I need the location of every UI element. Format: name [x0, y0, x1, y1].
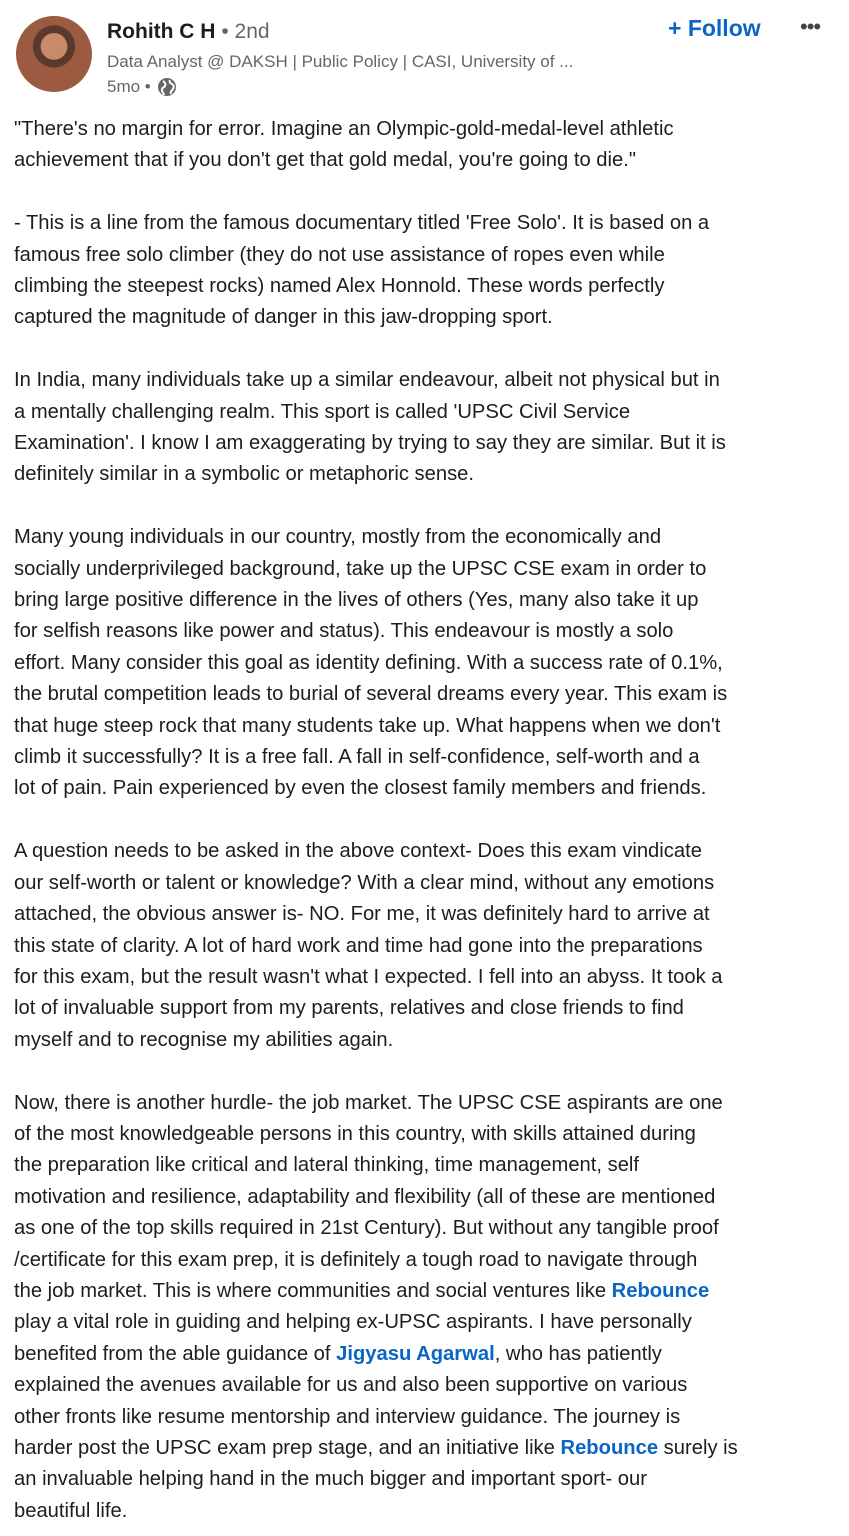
text-line: Examination'. I know I am exaggerating by trying to say they are similar. But it is	[14, 432, 726, 455]
text-line	[14, 1433, 844, 1464]
text-line: for selfish reasons like power and status). This endeavour is mostly a solo	[14, 620, 674, 643]
globe-icon	[157, 77, 177, 97]
text-line: this state of clarity. A lot of hard work and time had gone into the preparations	[14, 934, 703, 957]
paragraph-gap	[14, 177, 844, 208]
text-line: for this exam, but the result wasn't what I expected. I fell into an abyss. It took a	[14, 965, 723, 988]
text-segment: the job market. This is where communities and social ventures like	[14, 1279, 612, 1302]
post-paragraph	[14, 114, 844, 177]
post-header	[0, 0, 849, 112]
text-line: A question needs to be asked in the above context- Does this exam vindicate	[14, 840, 702, 863]
connection-degree: • 2nd	[221, 20, 270, 43]
text-line	[14, 1276, 844, 1307]
text-line: Now, there is another hurdle- the job market. The UPSC CSE aspirants are one	[14, 1091, 723, 1114]
text-line: as one of the top skills required in 21st Century). But without any tangible proof	[14, 1217, 719, 1240]
text-line: effort. Many consider this goal as identity defining. With a success rate of 0.1%,	[14, 651, 723, 674]
text-line: climb it successfully? It is a free fall. A fall in self-confidence, self-worth and a	[14, 746, 700, 769]
text-line	[14, 1339, 844, 1370]
author-headline: Data Analyst @ DAKSH | Public Policy | CASI, University of ...	[107, 52, 574, 71]
text-line: of the most knowledgeable persons in this country, with skills attained during	[14, 1122, 696, 1145]
text-line: myself and to recognise my abilities again.	[14, 1028, 394, 1051]
text-line: lot of pain. Pain experienced by even the closest family members and friends.	[14, 777, 707, 800]
text-line: famous free solo climber (they do not use assistance of ropes even while	[14, 243, 665, 266]
post-time: 5mo •	[107, 77, 151, 96]
paragraph-gap	[14, 491, 844, 522]
text-line	[14, 1307, 844, 1338]
text-line: explained the avenues available for us and also been supportive on various	[14, 1374, 688, 1397]
follow-button[interactable]: + Follow	[662, 14, 767, 43]
text-line: an invaluable helping hand in the much bigger and important sport- our	[14, 1468, 647, 1491]
text-line: the preparation like critical and lateral thinking, time management, self	[14, 1154, 640, 1177]
text-line: other fronts like resume mentorship and interview guidance. The journey is	[14, 1405, 681, 1428]
paragraph-gap	[14, 1056, 844, 1087]
post-paragraph	[14, 365, 844, 491]
author-name-text[interactable]: Rohith C H	[107, 20, 216, 43]
text-line: definitely similar in a symbolic or metaphoric sense.	[14, 463, 475, 486]
text-line: climbing the steepest rocks) named Alex Honnold. These words perfectly	[14, 275, 665, 298]
mention-link[interactable]: Jigyasu Agarwal	[336, 1342, 495, 1365]
text-line: beautiful life.	[14, 1499, 128, 1522]
text-segment: , who has patiently	[494, 1342, 662, 1365]
text-line: our self-worth or talent or knowledge? With a clear mind, without any emotions	[14, 871, 715, 894]
text-line: motivation and resilience, adaptability and flexibility (all of these are mentioned	[14, 1185, 716, 1208]
post-paragraph	[14, 836, 844, 1056]
text-line: the brutal competition leads to burial of several dreams every year. This exam is	[14, 683, 728, 706]
text-line: achievement that if you don't get that gold medal, you're going to die."	[14, 149, 637, 172]
post-paragraph	[14, 208, 844, 334]
text-line: a mentally challenging realm. This sport is called 'UPSC Civil Service	[14, 400, 631, 423]
text-line: - This is a line from the famous documentary titled 'Free Solo'. It is based on a	[14, 212, 710, 235]
text-line: lot of invaluable support from my parents, relatives and close friends to find	[14, 997, 684, 1020]
mention-link[interactable]: Rebounce	[611, 1279, 710, 1302]
text-segment: play a vital role in guiding and helping ex-UPSC aspirants. I have personally	[14, 1311, 692, 1334]
post-meta	[107, 77, 177, 97]
text-line: bring large positive difference in the lives of others (Yes, many also take it up	[14, 589, 699, 612]
paragraph-gap	[14, 334, 844, 365]
more-options-icon[interactable]: •••	[800, 14, 821, 39]
avatar[interactable]	[16, 16, 92, 92]
text-line: captured the magnitude of danger in this jaw-dropping sport.	[14, 306, 553, 329]
text-line: Many young individuals in our country, mostly from the economically and	[14, 526, 662, 549]
text-segment: benefited from the able guidance of	[14, 1342, 337, 1365]
text-segment: harder post the UPSC exam prep stage, and an initiative like	[14, 1436, 561, 1459]
text-line: that huge steep rock that many students take up. What happens when we don't	[14, 714, 721, 737]
text-line: /certificate for this exam prep, it is definitely a tough road to navigate through	[14, 1248, 698, 1271]
post-body	[14, 114, 844, 1527]
text-line: "There's no margin for error. Imagine an Olympic-gold-medal-level athletic	[14, 118, 674, 140]
post-paragraph	[14, 1088, 844, 1528]
author-name[interactable]	[107, 20, 270, 44]
text-line: In India, many individuals take up a similar endeavour, albeit not physical but in	[14, 369, 720, 392]
post-paragraph	[14, 522, 844, 805]
paragraph-gap	[14, 805, 844, 836]
text-segment: surely is	[658, 1436, 738, 1459]
text-line: socially underprivileged background, take up the UPSC CSE exam in order to	[14, 557, 707, 580]
mention-link[interactable]: Rebounce	[560, 1436, 659, 1459]
text-line: attached, the obvious answer is- NO. For me, it was definitely hard to arrive at	[14, 903, 710, 926]
